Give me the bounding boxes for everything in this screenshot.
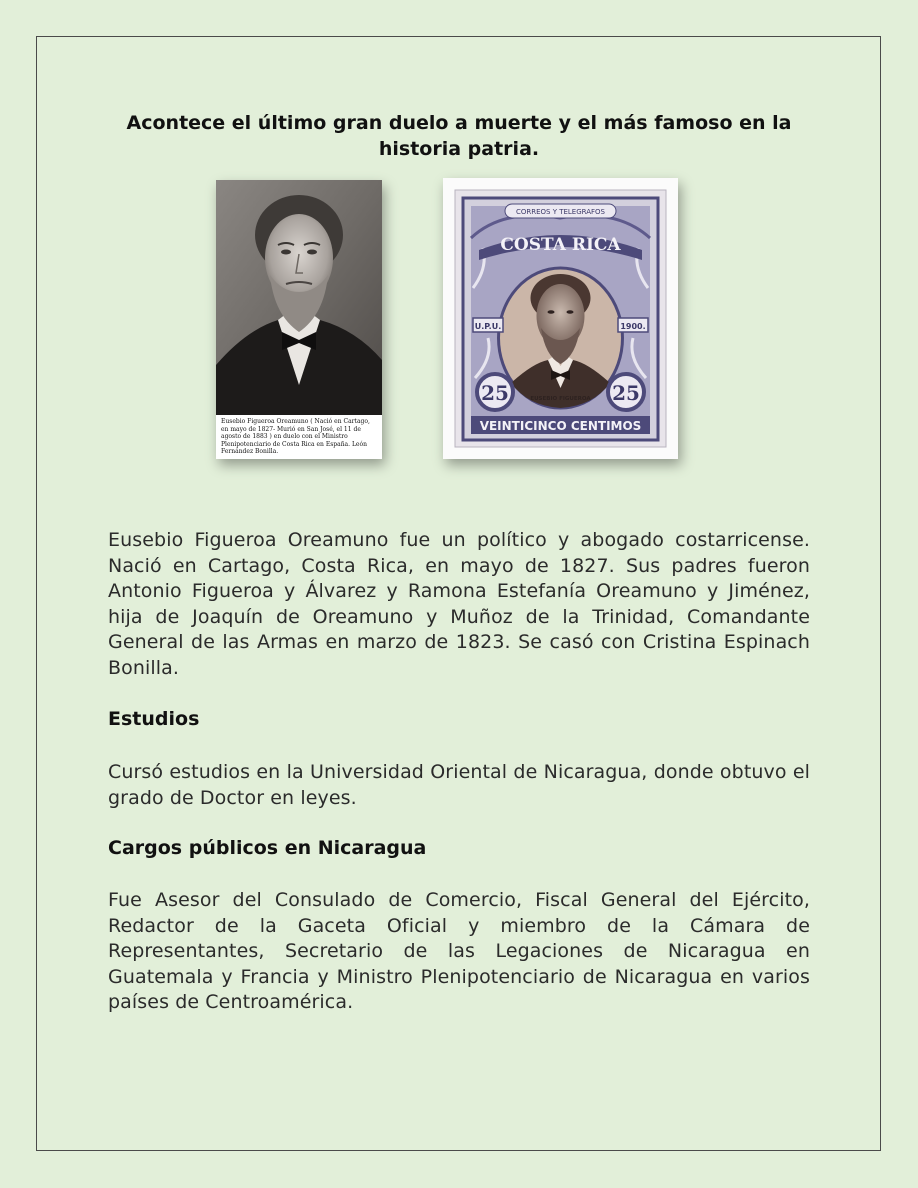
- stamp-denomination: VEINTICINCO CENTIMOS: [479, 419, 642, 433]
- intro-text: Eusebio Figueroa Oreamuno fue un político y abogado costarricense. Nació en Cartago, Costa Rica, en mayo de 1827. Sus padres fueron Antonio Figueroa y Álvarez y Ramona Estefanía Oreamuno y Jiménez, hija de Joaquín de Oreamuno y Muñoz de la Trinidad, Comandante General de las Armas en marzo de 1823. Se casó con Cristina Espinach Bonilla.: [108, 529, 810, 679]
- intro-paragraph: [108, 528, 810, 681]
- portrait-image: [216, 180, 382, 415]
- studies-paragraph: [108, 760, 810, 811]
- stamp-left-tag: U.P.U.: [474, 322, 502, 331]
- portrait-photo: [216, 180, 382, 459]
- photo-caption: Eusebio Figueroa Oreamuno ( Nació en Cartago, en mayo de 1827- Murió en San José, el 11 de agosto de 1883 ) en duelo con el Ministro Plenipotenciario de Costa Rica en España. León Fernández Bonilla.: [221, 418, 370, 456]
- posts-text: Fue Asesor del Consulado de Comercio, Fiscal General del Ejército, Redactor de la Gaceta Oficial y miembro de la Cámara de Representantes, Secretario de las Legaciones de Nicaragua en Guatemala y Francia y Ministro Plenipotenciario de Nicaragua en varios países de Centroamérica.: [108, 889, 810, 1013]
- postage-stamp: [443, 178, 678, 459]
- stamp-image: [443, 178, 678, 459]
- posts-heading: Cargos públicos en Nicaragua: [108, 837, 427, 859]
- stamp-country: COSTA RICA: [500, 235, 621, 255]
- stamp-portrait-name: EUSEBIO FIGUEROA: [530, 396, 591, 402]
- stamp-right-tag: 1900.: [620, 322, 646, 331]
- posts-paragraph: [108, 888, 810, 1016]
- studies-text: Cursó estudios en la Universidad Oriental de Nicaragua, donde obtuvo el grado de Doctor en leyes.: [108, 761, 810, 809]
- stamp-value-right: 25: [612, 381, 640, 405]
- stamp-top-text: CORREOS Y TELEGRAFOS: [515, 208, 606, 216]
- page-title: Acontece el último gran duelo a muerte y el más famoso en la historia patria.: [126, 112, 792, 160]
- studies-heading: Estudios: [108, 708, 200, 730]
- stamp-value-left: 25: [481, 381, 509, 405]
